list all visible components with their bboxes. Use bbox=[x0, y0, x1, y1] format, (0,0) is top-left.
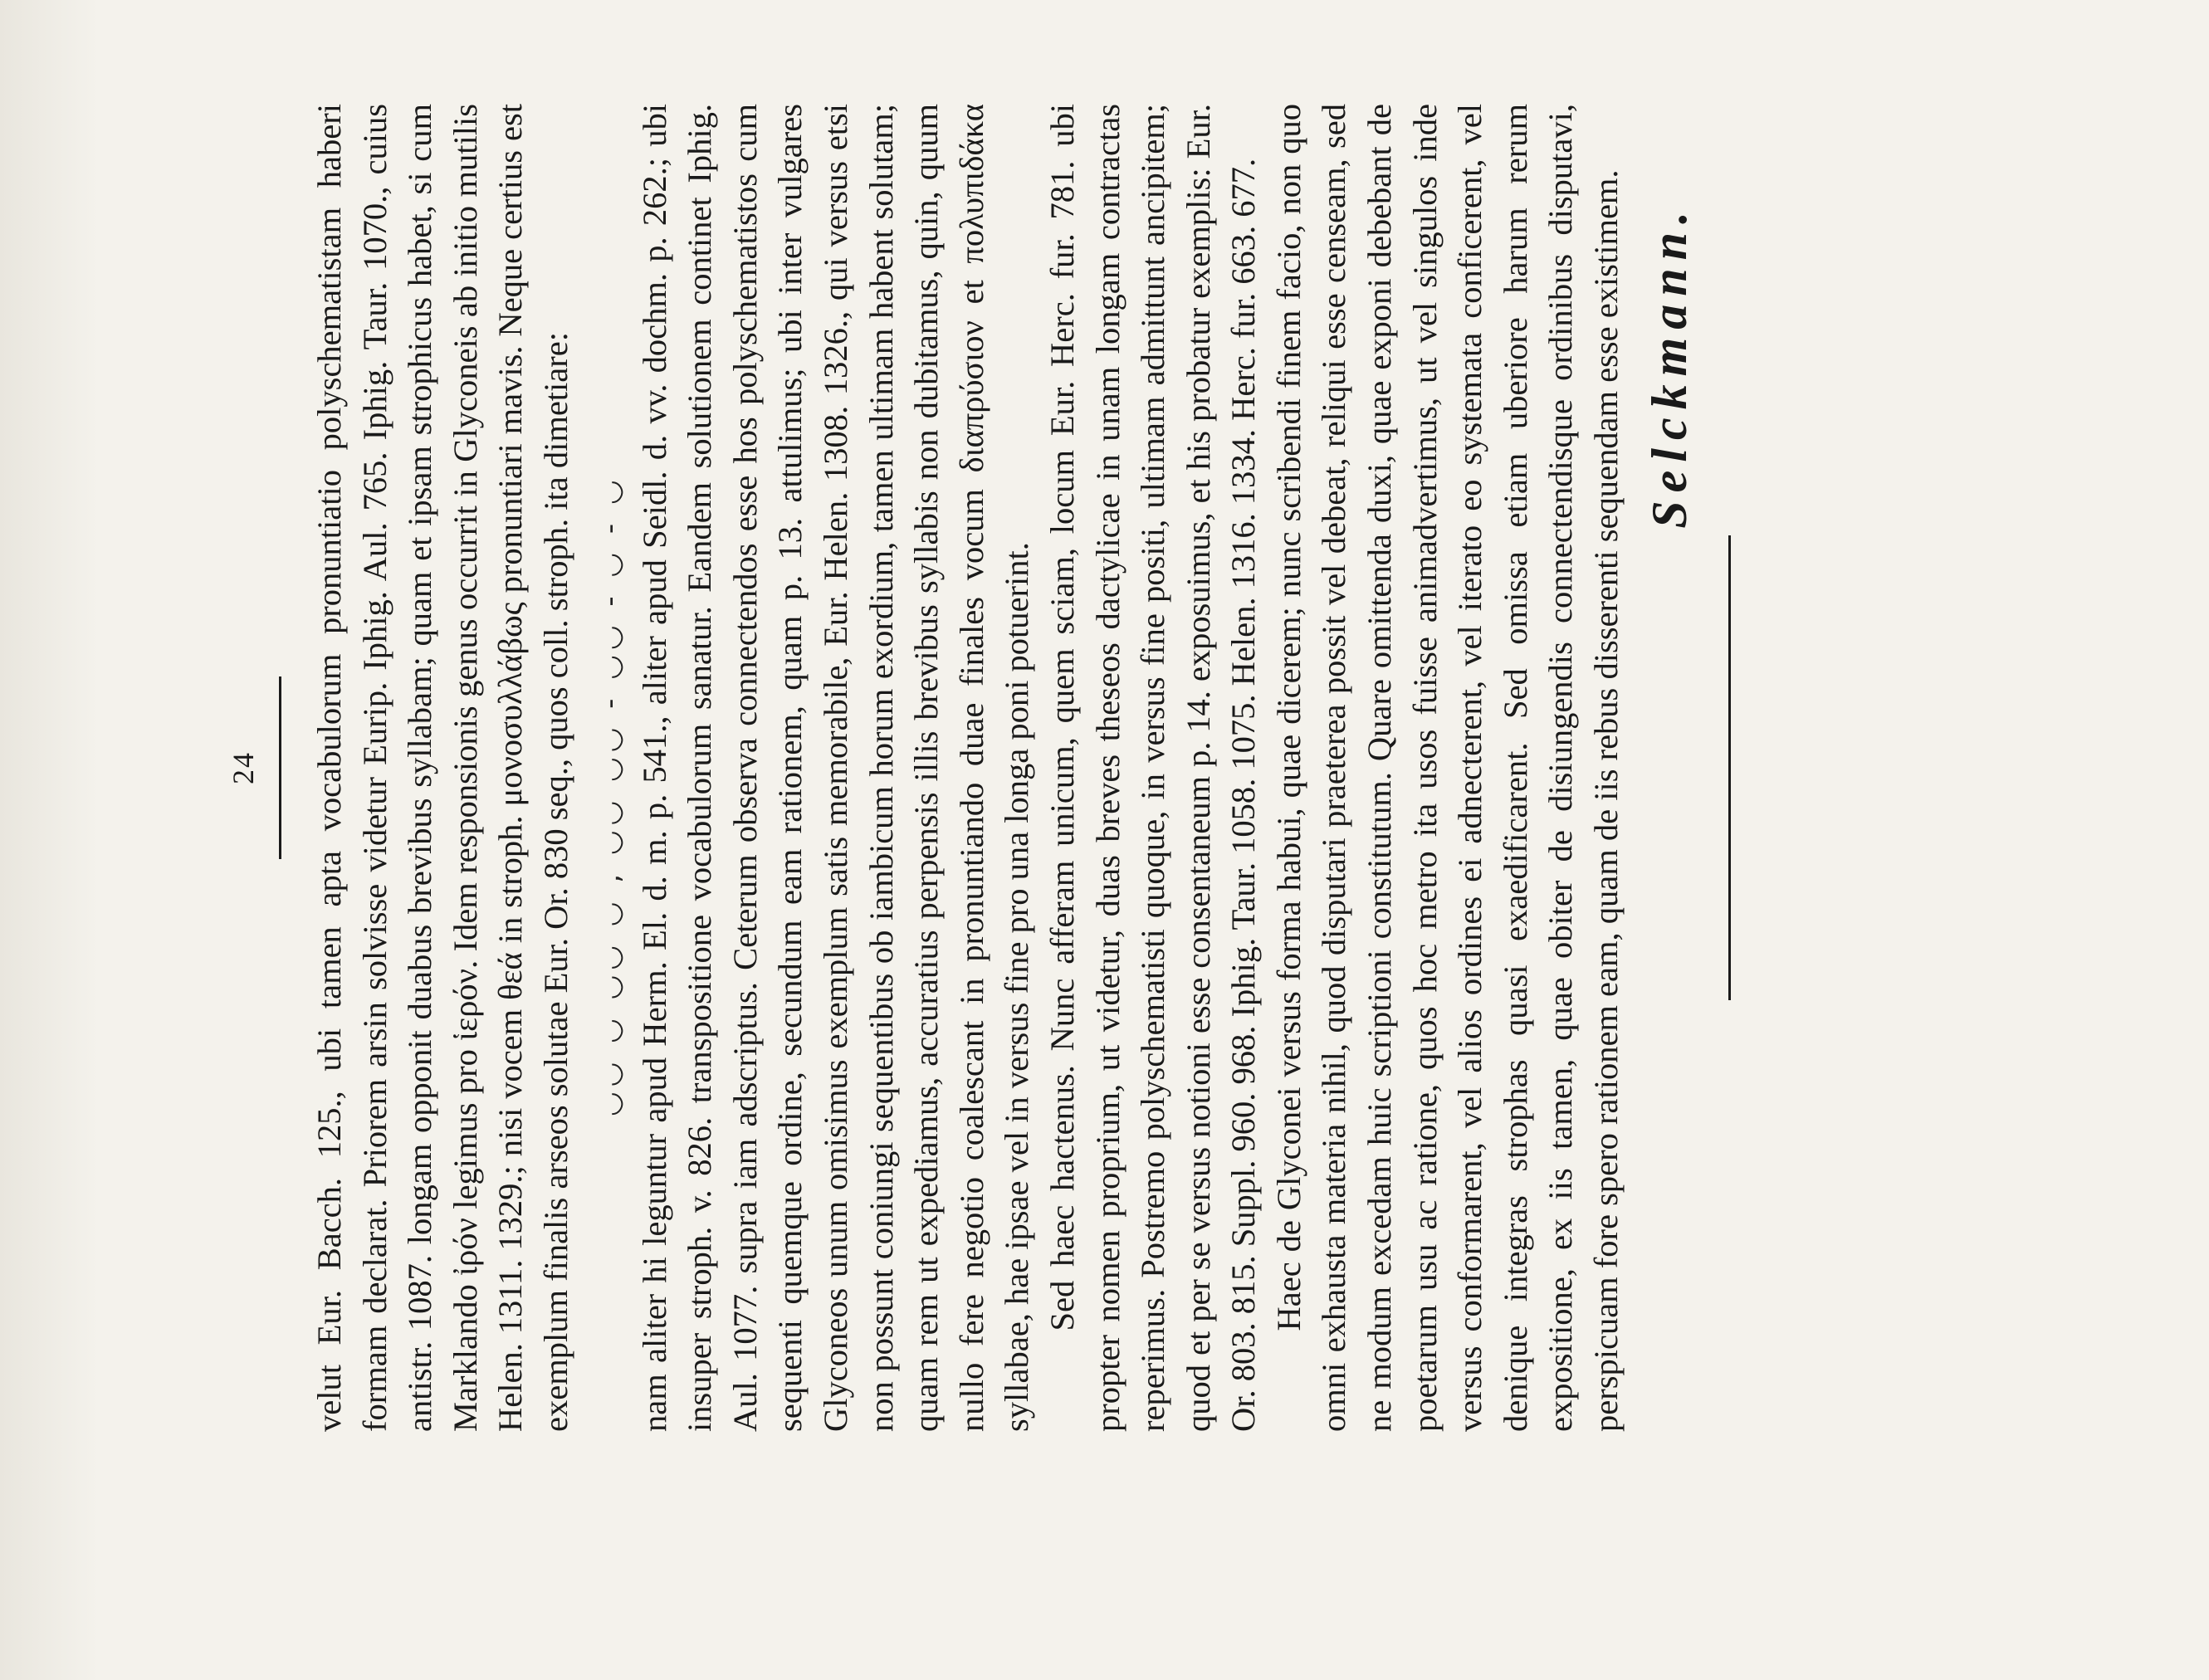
paragraph-4: Haec de Glyconei versus forma habui, quae dicerem; nunc scribendi finem facio, non quo omni exhausta materia nihil, quod disputari praeterea possit vel debeat, reliqui esse censeam, sed ne modum excedam huic scriptioni constitutum. Quare omittenda duxi, quae exponi debebant de poetarum usu ac ratione, quos hoc metro ita usos fuisse animadvertimus, ut vel singulos inde versus conformarent, vel alios ordines ei adnecterent, vel iterato eo systemata conficerent, vel denique integras strophas quasi exaedificarent. Sed omissa etiam uberiore harum rerum expositione, ex iis tamen, quae obiter de disiungendis connectendisque ordinibus disputavi, perspicuam fore spero rationem eam, quam de iis rebus disserenti sequendam esse existimem. bbox=[1269, 104, 1625, 1432]
closing-rule bbox=[1728, 535, 1731, 1000]
rotated-book-page bbox=[208, 104, 1752, 1432]
header-rule bbox=[279, 676, 281, 859]
metrical-scheme: ◡◡ ◡ ◡◡ ◡ , ◡◡ ◡◡ - ◡◡ - ◡ - ◡ bbox=[593, 475, 627, 1116]
paragraph-1: velut Eur. Bacch. 125., ubi tamen apta vocabulorum pronuntiatio polyschematistam haberi formam declarat. Priorem arsin solvisse videtur Eurip. Iphig. Aul. 765. Iphig. Taur. 1070., cuius antistr. 1087. longam opponit duabus brevibus syllabam; quam et ipsam strophicus habet, si cum Marklando ἰρόν legimus pro ἱερόν. Idem responsionis genus occurrit in Glyconeis ab initio mutilis Helen. 1311. 1329.; nisi vocem θεά in stroph. μονοσυλλάβως pronuntiari mavis. Neque certius est exemplum finalis arseos solutae Eur. Or. 830 seq., quos coll. stroph. ita dimetiare: bbox=[310, 104, 574, 1432]
author-signature: Selckmann. bbox=[1641, 203, 1697, 529]
binding-shadow bbox=[0, 0, 100, 1680]
body-text bbox=[307, 104, 1630, 1432]
paragraph-2: nam aliter hi leguntur apud Herm. El. d. m. p. 541., aliter apud Seidl. d. vv. dochm. p. 262.; ubi insuper stroph. v. 826. transpositione vocabulorum sanatur. Eandem solutionem continet Iphig. Aul. 1077. supra iam adscriptus. Ceterum observa connectendos esse hos polyschematistos cum sequenti quemque ordine, secundum eam rationem, quam p. 13. attulimus; ubi inter vulgares Glyconeos unum omisimus exemplum satis memorabile, Eur. Helen. 1308. 1326., qui versus etsi non possunt coniungi sequentibus ob iambicum horum exordium, tamen ultimam habent solutam; quam rem ut expediamus, accuratius perpensis illis brevibus syllabis non dubitamus, quin, quum nullo fere negotio coalescant in pronuntiando duae finales vocum διαπρύσιον et πολυπιδάκα syllabae, hae ipsae vel in versus fine pro una longa poni potuerint. bbox=[635, 104, 1036, 1432]
paragraph-3: Sed haec hactenus. Nunc afferam unicum, quem sciam, locum Eur. Herc. fur. 781. ubi propter nomen proprium, ut videtur, duas breves theseos dactylicae in unam longam contractas reperimus. Postremo polyschematisti quoque, in versus fine positi, ultimam admittunt ancipitem; quod et per se versus notioni esse consentaneum p. 14. exposuimus, et his probatur exemplis: Eur. Or. 803. 815. Suppl. 960. 968. Iphig. Taur. 1058. 1075. Helen. 1316. 1334. Herc. fur. 663. 677. bbox=[1043, 104, 1263, 1432]
page-number: 24 bbox=[227, 751, 260, 784]
page-header bbox=[208, 104, 307, 1432]
